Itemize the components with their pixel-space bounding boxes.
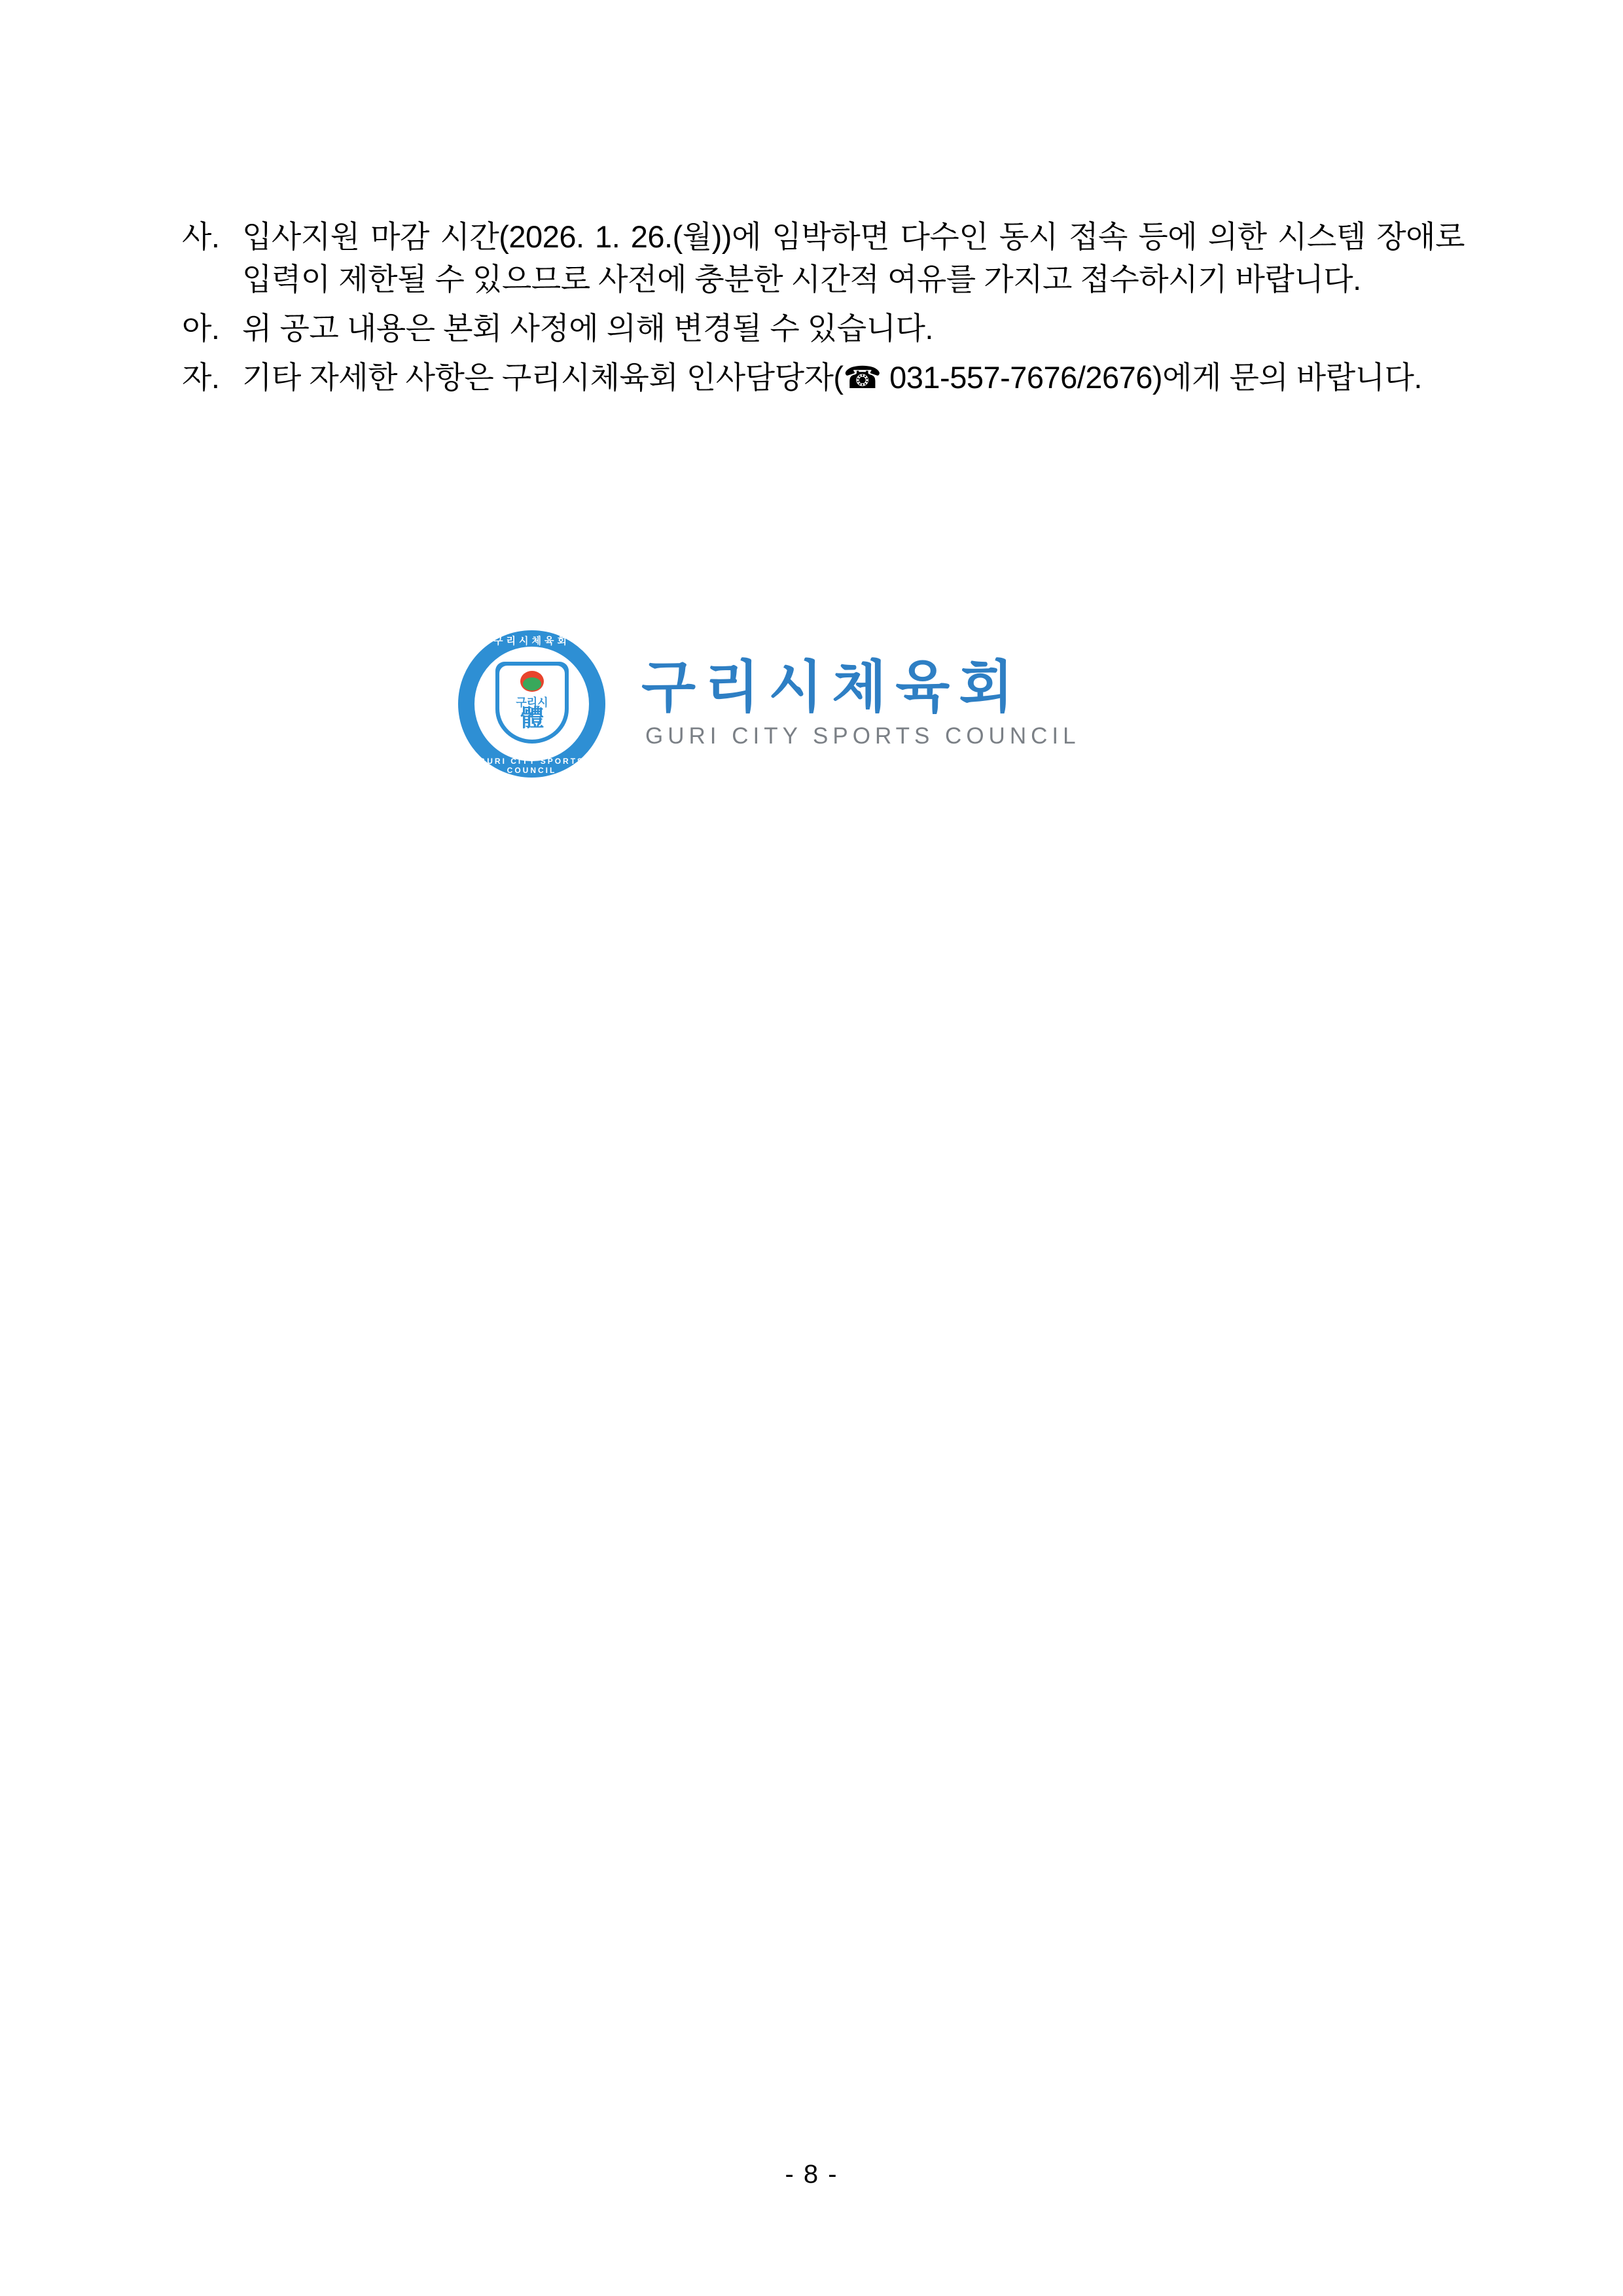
wordmark bbox=[641, 655, 1080, 749]
notice-list bbox=[182, 216, 1465, 405]
emblem-hanja-label: 體 bbox=[520, 704, 544, 731]
emblem-icon bbox=[458, 630, 605, 778]
taegeuk-mark-icon bbox=[520, 671, 544, 692]
list-item-marker: 아. bbox=[182, 310, 220, 346]
organization-logo bbox=[458, 625, 1113, 782]
page-number: - 8 - bbox=[785, 2160, 838, 2189]
list-item bbox=[182, 357, 1465, 399]
emblem-arc-bottom-label: GURI CITY SPORTS COUNCIL bbox=[478, 756, 585, 775]
list-item-text: 위 공고 내용은 본회 사정에 의해 변경될 수 있습니다. bbox=[242, 310, 933, 346]
list-item-marker: 사. bbox=[182, 219, 220, 254]
wordmark-korean: 구리시체육회 bbox=[641, 655, 1023, 719]
wordmark-english: GURI CITY SPORTS COUNCIL bbox=[645, 723, 1080, 749]
list-item-text: 입사지원 마감 시간(2026. 1. 26.(월))에 임박하면 다수인 동시 접속 등에 의한 시스템 장애로 입력이 제한될 수 있으므로 사전에 충분한 시간적 여유를 가지고 접수하시기 바랍니다. bbox=[242, 219, 1465, 296]
list-item-text: 기타 자세한 사항은 구리시체육회 인사담당자(☎ 031-557-7676/2676)에게 문의 바랍니다. bbox=[242, 359, 1422, 395]
list-item bbox=[182, 308, 1465, 350]
list-item bbox=[182, 216, 1465, 301]
emblem-arc-top-label: 구리시체육회 bbox=[493, 635, 570, 647]
emblem-city-label: 구리시 bbox=[516, 696, 548, 709]
list-item-marker: 자. bbox=[182, 359, 220, 395]
